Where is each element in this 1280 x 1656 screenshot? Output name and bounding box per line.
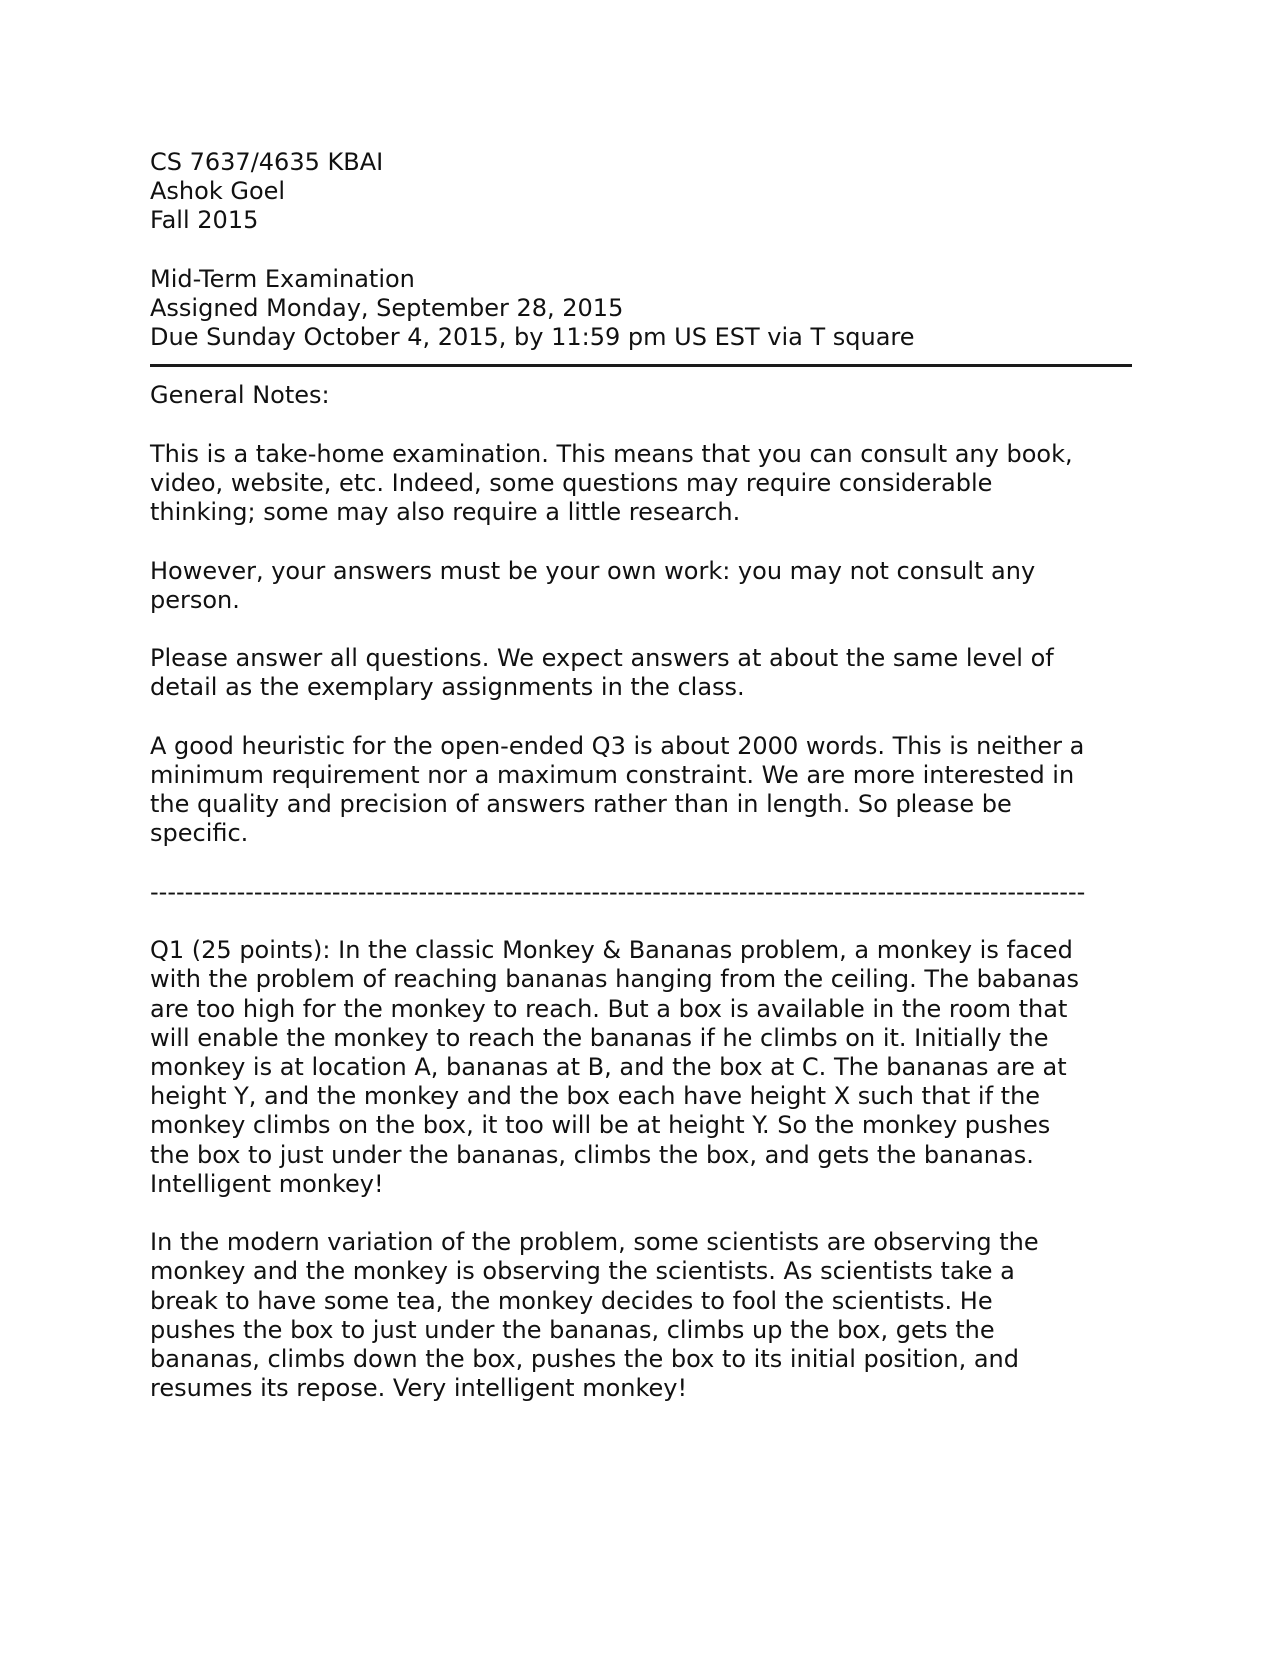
course-header	[150, 148, 1135, 236]
due-date: Due Sunday October 4, 2015, by 11:59 pm US EST via T square	[150, 323, 915, 352]
notes-heading: General Notes:	[150, 381, 330, 410]
course-code: CS 7637/4635 KBAI	[150, 148, 384, 176]
general-notes	[150, 381, 1135, 848]
q1-paragraph-modern: In the modern variation of the problem, some scientists are observing the monkey and the monkey is observing the scientists. As scientists take a break to have some tea, the monkey decides to fool the scientists. He pushes the box to just under the bananas, climbs up the box, gets the bananas, climbs down the box, pushes the box to its initial position, and resumes its repose. Very intelligent monkey!	[150, 1228, 1039, 1403]
q1-paragraph-classic: Q1 (25 points): In the classic Monkey & Bananas problem, a monkey is faced with the problem of reaching bananas hanging from the ceiling. The babanas are too high for the monkey to reach. But a box is available in the room that will enable the monkey to reach the bananas if he climbs on it. Initially the monkey is at location A, bananas at B, and the box at C. The bananas are at height Y, and the monkey and the box each have height X such that if the monkey climbs on the box, it too will be at height Y. So the monkey pushes the box to just under the bananas, climbs the box, and gets the bananas. Intelligent monkey!	[150, 936, 1079, 1198]
dashed-separator: ------------------------------------------------------------------------------------------------------------	[150, 877, 1086, 906]
notes-paragraph-heuristic: A good heuristic for the open-ended Q3 is about 2000 words. This is neither a minimum requirement nor a maximum constraint. We are more interested in the quality and precision of answers rather than in length. So please be specific.	[150, 731, 1085, 848]
question-1	[150, 936, 1135, 1403]
assigned-date: Assigned Monday, September 28, 2015	[150, 294, 624, 322]
notes-paragraph-take-home: This is a take-home examination. This means that you can consult any book, video, website, etc. Indeed, some questions may require considerable thinking; some may also require a little research.	[150, 439, 1073, 527]
notes-paragraph-answer-all: Please answer all questions. We expect answers at about the same level of detail as the exemplary assignments in the class.	[150, 644, 1054, 702]
instructor-name: Ashok Goel	[150, 177, 286, 206]
spacer	[150, 236, 1135, 265]
exam-info	[150, 265, 1135, 353]
term: Fall 2015	[150, 206, 259, 235]
horizontal-rule	[150, 364, 1132, 367]
document-page	[150, 148, 1135, 1403]
exam-title: Mid-Term Examination	[150, 264, 415, 293]
notes-paragraph-own-work: However, your answers must be your own work: you may not consult any person.	[150, 556, 1036, 614]
